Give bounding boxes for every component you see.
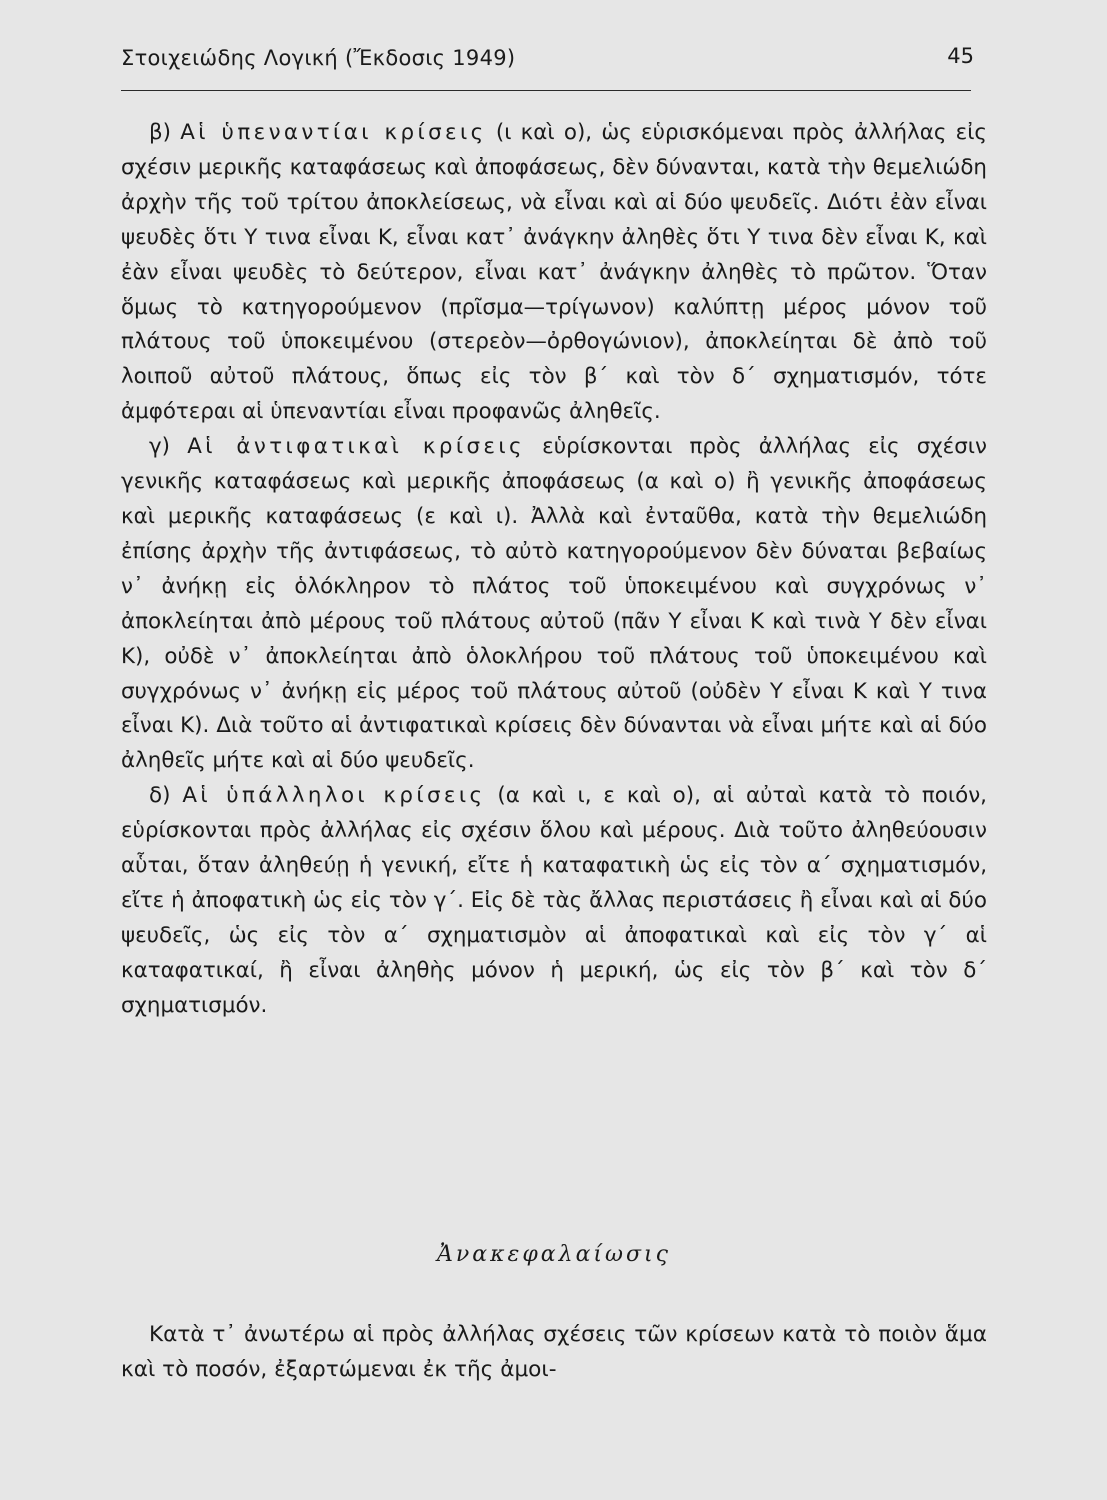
paragraph-text: Κατὰ τ᾿ ἀνωτέρω αἱ πρὸς ἀλλήλας σχέσεις τῶν κρίσεων κατὰ τὸ ποιὸν ἅμα καὶ τὸ ποσόν, ἐξαρτώμεναι ἐκ τῆς ἀμοι- — [121, 1322, 987, 1382]
page-number: 45 — [947, 44, 974, 68]
main-text — [121, 116, 987, 1024]
paragraph-text: (α καὶ ι, ε καὶ ο), αἱ αὐταὶ κατὰ τὸ ποιόν, εὑρίσκονται πρὸς ἀλλήλας εἰς σχέσιν ὅλου καὶ μέρους. Διὰ τοῦτο ἀληθεύουσιν αὗται, ὅταν ἀληθεύῃ ἡ γενική, εἴτε ἡ καταφατικὴ ὡς εἰς τὸν α΄ σχηματισμόν, εἴτε ἡ ἀποφατικὴ ὡς εἰς τὸν γ΄. Εἰς δὲ τὰς ἄλλας περιστάσεις ἢ εἶναι καὶ αἱ δύο ψευδεῖς, ὡς εἰς τὸν α΄ σχηματισμὸν αἱ ἀποφατικαὶ καὶ εἰς τὸν γ΄ αἱ καταφατικαί, ἢ εἶναι ἀληθὴς μόνον ἡ μερική, ὡς εἰς τὸν β΄ καὶ τὸν δ΄ σχηματισμόν. — [121, 783, 987, 1018]
paragraph-gamma — [121, 430, 987, 779]
spaced-term: Αἱ ὑπάλληλοι κρίσεις — [182, 783, 486, 809]
header-rule — [121, 90, 971, 91]
paragraph-summary — [121, 1317, 987, 1387]
paragraph-text: εὑρίσκονται πρὸς ἀλλήλας εἰς σχέσιν γενικῆς καταφάσεως καὶ μερικῆς ἀποφάσεως (α καὶ ο) ἢ γενικῆς ἀποφάσεως καὶ μερικῆς καταφάσεως (ε καὶ ι). Ἀλλὰ καὶ ἐνταῦθα, κατὰ τὴν θεμελιώδη ἐπίσης ἀρχὴν τῆς ἀντιφάσεως, τὸ αὐτὸ κατηγορούμενον δὲν δύναται βεβαίως ν᾿ ἀνήκῃ εἰς ὁλόκληρον τὸ πλάτος τοῦ ὑποκειμένου καὶ συγχρόνως ν᾿ ἀποκλείηται ἀπὸ μέρους τοῦ πλάτους αὐτοῦ (πᾶν Υ εἶναι Κ καὶ τινὰ Υ δὲν εἶναι Κ), οὐδὲ ν᾿ ἀποκλείηται ἀπὸ ὁλοκλήρου τοῦ πλάτους τοῦ ὑποκειμένου καὶ συγχρόνως ν᾿ ἀνήκῃ εἰς μέρος τοῦ πλάτους αὐτοῦ (οὐδὲν Υ εἶναι Κ καὶ Υ τινα εἶναι Κ). Διὰ τοῦτο αἱ ἀντιφατικαὶ κρίσεις δὲν δύνανται νὰ εἶναι μήτε καὶ αἱ δύο ἀληθεῖς μήτε καὶ αἱ δύο ψευδεῖς. — [121, 434, 987, 774]
summary-text — [121, 1317, 987, 1387]
paragraph-label: δ) — [149, 783, 171, 809]
paragraph-delta — [121, 779, 987, 1023]
paragraph-label: β) — [149, 120, 171, 145]
spaced-term: Αἱ ὑπεναντίαι κρίσεις — [180, 120, 487, 145]
paragraph-beta — [121, 116, 987, 430]
paragraph-label: γ) — [149, 434, 171, 460]
spaced-term: Αἱ ἀντιφατικαὶ κρίσεις — [187, 434, 525, 460]
paragraph-text: (ι καὶ ο), ὡς εὑρισκόμεναι πρὸς ἀλλήλας εἰς σχέσιν μερικῆς καταφάσεως καὶ ἀποφάσεως, δὲν δύνανται, κατὰ τὴν θεμελιώδη ἀρχὴν τῆς τοῦ τρίτου ἀποκλείσεως, νὰ εἶναι καὶ αἱ δύο ψευδεῖς. Διότι ἐὰν εἶναι ψευδὲς ὅτι Υ τινα εἶναι Κ, εἶναι κατ᾿ ἀνάγκην ἀληθὲς ὅτι Υ τινα δὲν εἶναι Κ, καὶ ἐὰν εἶναι ψευδὲς τὸ δεύτερον, εἶναι κατ᾿ ἀνάγκην ἀληθὲς τὸ πρῶτον. Ὅταν ὅμως τὸ κατηγορούμενον (πρῖσμα—τρίγωνον) καλύπτῃ μέρος μόνον τοῦ πλάτους τοῦ ὑποκειμένου (στερεὸν—ὀρθογώνιον), ἀποκλείηται δὲ ἀπὸ τοῦ λοιποῦ αὐτοῦ πλάτους, ὅπως εἰς τὸν β΄ καὶ τὸν δ΄ σχηματισμόν, τότε ἀμφότεραι αἱ ὑπεναντίαι εἶναι προφανῶς ἀληθεῖς. — [121, 120, 987, 425]
running-head: Στοιχειώδης Λογική (Ἔκδοσις 1949) — [121, 46, 516, 70]
section-heading: Ἀνακεφαλαίωσις — [437, 1242, 671, 1267]
